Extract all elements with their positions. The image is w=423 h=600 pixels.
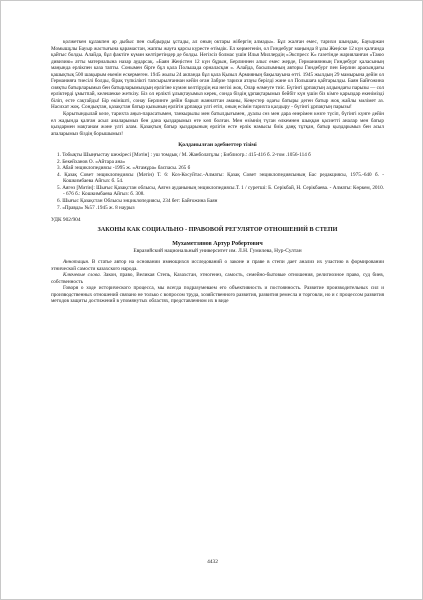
reference-item: 6. Шығыс Қазақстан Облысы энциклопедиясы, 234 бет: Байғожина Баян [57, 198, 218, 205]
article-body-paragraph: Говоря о ходе исторического процесса, мы всегда подразумеваем его объективность и постоянность. Развитие производительных сил и производственных отношений связано не только с вопросом труда, хозяйственного развития, развития ремесла и торговли, но и с процессом развития методов защиты достижений в упомянутых областях, представленном их в виде [51, 285, 384, 305]
abstract-text: В статье автор на основании имеющихся исследований о законе и праве в степи дает анализ их участию в формировании этнической самости казахского народа. [51, 259, 384, 272]
keywords [51, 272, 384, 285]
body-paragraph-2: Қорытындылай келе, тарихта аңыз-парасатымен, танкырылы мен батылдығымен, дуалы сөз мен дара өнерімен көзге түсіп, бүгінгі күнге дейін ел жадында қалған асыл аналарымыз бен дана қыздарымыз өте көп болған. Мен өзімнің түган өлкемнен шыққан қасиетті аналар мен батыр қыздармен мақтанам және үлгі алам. Қазақтың батыр қыздарының ерлігін есте ерлік намысы биік даңқ тұтқан, батыр қыздарымыз бен асыл апаларымыз біздің борышымыз! [51, 111, 384, 137]
udk-code: УДК 902/904 [51, 217, 81, 224]
body-paragraph-1: қолжеткен құлакпен әр дыбыс пен сыбдырды ұстады, ал оның октары жібергің алмады». Бұл жалған емес, тарихи шындық. Бауыржан Момышұлы Бауыр жастығына қарамастан, жаппы жауға қарсы күресте өтімдік. Ел көрмегенін, ол Гиндебург маңында 8 ұлы Жеңіске 12 күн қалғанда қайтыс болды. Алайда, бұл фактіге күмән келтіретіндер де болды. Негізсіз болмас үшін Илья Миллердің «Экспресс К» газетінде жарияланған «Таюо дивизию» атты материалына назар аударсақ. «Баян Жеңістен 12 күн бұрын, Берлиннен алыс емес жерде, Германиянның Гиндебург қаласының маңында ерлікпен каза тапты. Сонымен бірге бұл қала Польшада орналасқан ». Алайда, басылымның авторы Гиндебург пен Берлин арасындағы қашықтық 500 шақырым екенін ескермеген. 1945 жылы 24 акпанда бұл қала Қызыл Армияның бақылауына өтті. 1945 жылдың 29 мамырына дейін ол Германияға тиесілі болды, бірақ түпкілікті тапсырылғаннан кейін оған Забрзе тарихи атауы берілді және ол Польшаға қайтарылды. Баян Байғожина сияқты батырларымыз бен батырларымыздың ерлігіне күмән келтірудің еш негізі жоқ. Олар өлмеуге тиіс. Бүгінгі ұрпақтың алдындағы парызы — сол ерліктерді ұмытпай, келешекке жеткізу. Біз ол ерлікті ұлықтауымыз керек, сонда біздің ұрпақтарымыз бейбіт күн үшін біз кімге қарыздар екенімізді біліп, есте сақтайды! Бір өкінішті, сонау Берлинге дейін барып жаннаттан аманы, Кеңестер одағы батыры деген батыр жоқ жайлы мәлімет аз. Насихат жоқ. Сондықтан, қазақстан батыр қызының ерлігін ұрпаққа үлгі етіп, оның есімін тарихта қалдыру - бүгінгі ұрпақтың парызы! [51, 39, 384, 111]
reference-item: 3. Абай энциклопедиясы -1995 ж. «Атамұра» баспасы. 265 б [57, 165, 191, 172]
keywords-label: Ключевые слова. [63, 272, 101, 279]
page-content [51, 39, 384, 305]
abstract-label: Аннотация. [63, 259, 90, 266]
reference-item: 4. Қазақ Совет энциклопедиясы (Мәтін) Т. 6: Коз-Косуйтас.-Алматы: Қазақ Совет энциклопедиясының Бас редакциясы, 1975.-640 б. - Кошкимбаева Айгыз: б. 54. [57, 171, 384, 185]
author-name: Мухаметзянов Артур Робертович [172, 241, 263, 248]
references-list [51, 152, 384, 211]
references-title: Қолданылған әдебиеттер тізімі [178, 142, 257, 149]
reference-item: 2. Бекейханов О. «Айтара ана» [57, 158, 126, 165]
page-number: 4432 [207, 559, 218, 565]
reference-item: 5. Аягөз [Мәтін]: Шығыс Қазақстан облысы, Аягөз ауданының энциклопедиясы.Т. 1 / суретші: Б. Серікбай, Н. Серікбаева. - Алматы: Көркем, 2010. - 676 б.: Кошкимбаева Айгыз: б. 308. [57, 184, 384, 198]
abstract [51, 259, 384, 272]
keywords-text: Закон, право, Великая Степь, Казахстан, этногенез, самость, семейно-бытовые отношения, религиозное право, суд биев, собственность [51, 272, 384, 285]
reference-item: 7. «Правда» №57 .1945 ж. 8 наурыз [57, 204, 135, 211]
reference-item: 1. Тобықты Шыңғыстау шежіресі [Мәтін] : уш томдық / М. Жанболатұлы ; Библиогр.: 415-416 б. 2-том .1056-114 б [57, 152, 311, 159]
author-affiliation: Евразийский национальный университет им. Л.Н. Гумилева, Нур-Султан [133, 248, 302, 255]
article-title: ЗАКОНЫ КАК СОЦИАЛЬНО - ПРАВОВОЙ РЕГУЛЯТОР ОТНОШЕНИЙ В СТЕПИ [97, 226, 338, 234]
